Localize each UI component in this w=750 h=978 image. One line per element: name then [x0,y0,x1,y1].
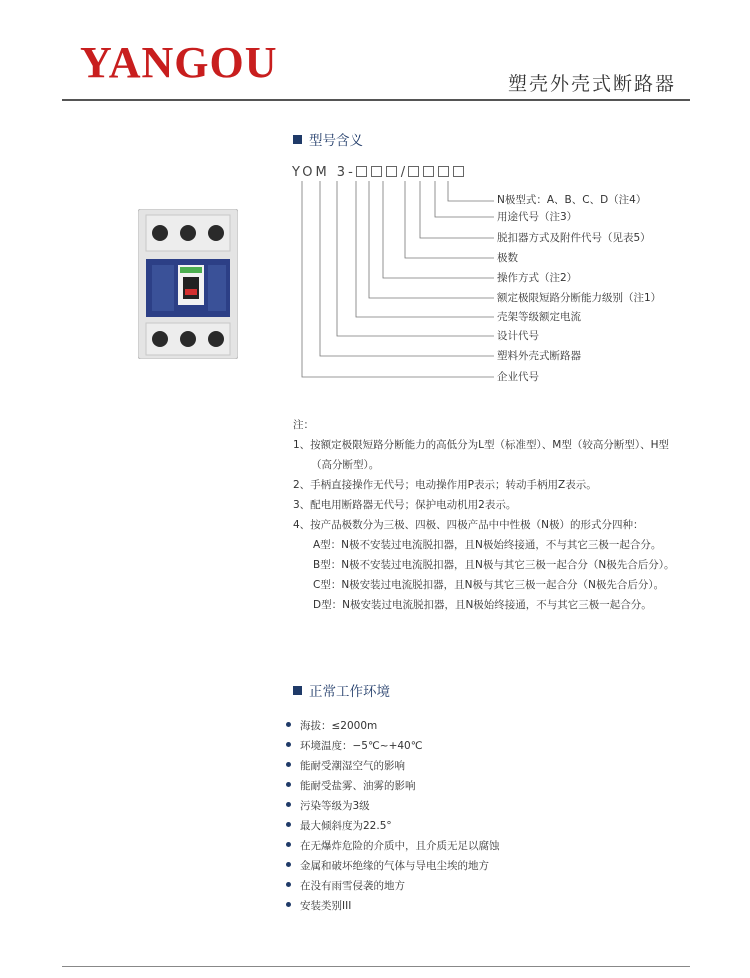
list-item: 最大倾斜度为22.5° [286,816,500,836]
note-subitem: B型：N极不安装过电流脱扣器，且N极与其它三极一起合分（N极先合后分）。 [313,559,675,571]
page-title: 塑壳外壳式断路器 [507,73,676,95]
round-bullet-icon [286,782,291,787]
list-item: 污染等级为3级 [286,796,500,816]
list-item: 能耐受潮湿空气的影响 [286,756,500,776]
note-item: （高分断型）。 [311,459,380,471]
note-subitem: D型：N极安装过电流脱扣器，且N极始终接通，不与其它三极一起合分。 [313,599,652,611]
list-item: 在无爆炸危险的介质中，且介质无足以腐蚀 [286,836,500,856]
legend-item: 壳架等级额定电流 [497,311,581,323]
legend-item: 塑料外壳式断路器 [497,350,581,362]
note-item: 4、按产品极数分为三极、四极、四极产品中中性极（N极）的形式分四种： [293,519,644,531]
round-bullet-icon [286,722,291,727]
note-item: 3、配电用断路器无代号；保护电动机用2表示。 [293,499,517,511]
legend-item: N极型式：A、B、C、D（注4） [497,194,647,206]
environment-list [286,716,500,916]
legend-item: 极数 [497,252,518,264]
note-item: 2、手柄直接操作无代号；电动操作用P表示；转动手柄用Z表示。 [293,479,597,491]
section-heading-environment: 正常工作环境 [293,683,390,701]
round-bullet-icon [286,762,291,767]
note-item: 1、按额定极限短路分断能力的高低分为L型（标准型）、M型（较高分断型）、H型 [293,439,669,451]
legend-item: 脱扣器方式及附件代号（见表5） [497,232,651,244]
round-bullet-icon [286,802,291,807]
round-bullet-icon [286,862,291,867]
legend-item: 用途代号（注3） [497,211,578,223]
round-bullet-icon [286,842,291,847]
model-code: YOM 3- / [292,164,468,182]
round-bullet-icon [286,742,291,747]
legend-item: 操作方式（注2） [497,272,578,284]
brand-logo: YANGOU [80,38,278,87]
list-item: 能耐受盐雾、油雾的影响 [286,776,500,796]
list-item: 安装类别III [286,896,500,916]
legend-item: 设计代号 [497,330,539,342]
notes-heading: 注： [293,419,314,431]
note-subitem: A型：N极不安装过电流脱扣器，且N极始终接通，不与其它三极一起合分。 [313,539,662,551]
note-subitem: C型：N极安装过电流脱扣器，且N极与其它三极一起合分（N极先合后分）。 [313,579,665,591]
notes-block [293,415,713,615]
round-bullet-icon [286,902,291,907]
legend-item: 额定极限短路分断能力级别（注1） [497,292,662,304]
legend-item: 企业代号 [497,371,539,383]
footer-divider [62,966,690,967]
round-bullet-icon [286,882,291,887]
list-item: 在没有雨雪侵袭的地方 [286,876,500,896]
square-bullet-icon [293,686,302,695]
list-item: 环境温度：−5℃~+40℃ [286,736,500,756]
list-item: 金属和破坏绝缘的气体与导电尘埃的地方 [286,856,500,876]
section-heading-model: 型号含义 [293,132,363,150]
round-bullet-icon [286,822,291,827]
list-item: 海拔：≤2000m [286,716,500,736]
